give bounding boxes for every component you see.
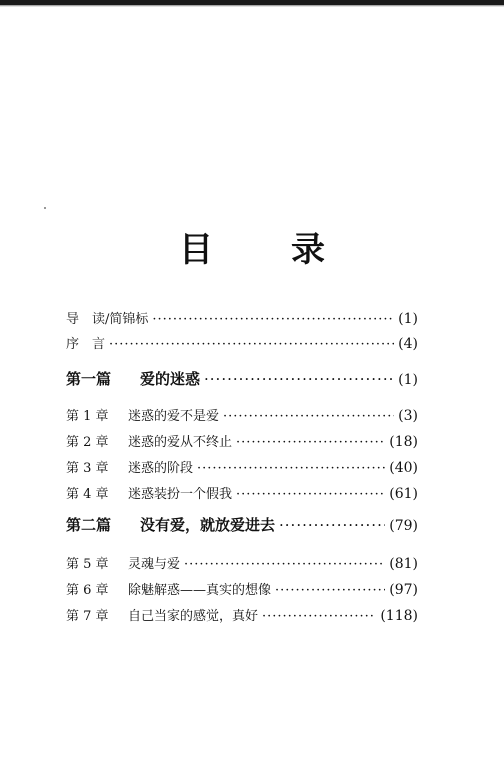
leader-dots	[275, 583, 385, 598]
part-number: 第二篇	[66, 516, 112, 534]
toc-part-1[interactable]	[66, 368, 418, 394]
part-number: 第一篇	[66, 370, 112, 388]
toc-chapter-3[interactable]	[66, 457, 418, 479]
chapter-number: 第 3 章	[66, 461, 109, 476]
leader-dots	[204, 370, 394, 388]
toc-entry-page: (18)	[389, 434, 418, 450]
chapter-title: 迷惑的爱不是爱	[128, 409, 220, 424]
toc-chapter-5[interactable]	[66, 553, 418, 575]
chapter-number: 第 1 章	[66, 409, 109, 424]
toc-chapter-7[interactable]	[66, 605, 418, 627]
toc-entry-page: (79)	[389, 518, 418, 534]
toc-entry-label: 序 言	[66, 337, 106, 352]
part-title: 没有爱，就放爱进去	[140, 516, 276, 534]
chapter-title: 迷惑装扮一个假我	[128, 487, 233, 502]
scan-speck	[44, 207, 46, 209]
leader-dots	[236, 435, 385, 450]
leader-dots	[223, 409, 394, 424]
chapter-title: 除魅解惑——真实的想像	[128, 583, 272, 598]
toc-entry-preface[interactable]	[66, 333, 418, 355]
page-title	[0, 222, 504, 271]
chapter-title: 灵魂与爱	[128, 557, 181, 572]
toc-entry-page: (97)	[389, 582, 418, 598]
toc-chapter-2[interactable]	[66, 431, 418, 453]
title-char-1: 目	[179, 230, 213, 270]
leader-dots	[262, 609, 376, 624]
toc-entry-page: (1)	[398, 311, 418, 327]
chapter-title: 迷惑的阶段	[128, 461, 194, 476]
leader-dots	[152, 312, 394, 327]
toc-entry-page: (4)	[398, 336, 418, 352]
chapter-number: 第 2 章	[66, 435, 109, 450]
toc-part-2[interactable]	[66, 514, 418, 540]
part-title: 爱的迷惑	[140, 370, 201, 388]
title-char-2: 录	[291, 230, 325, 270]
toc-chapter-6[interactable]	[66, 579, 418, 601]
leader-dots	[109, 337, 394, 352]
toc-chapter-4[interactable]	[66, 483, 418, 505]
toc-entry-page: (81)	[389, 556, 418, 572]
page-top-border-shadow	[0, 5, 504, 7]
toc-entry-page: (118)	[380, 608, 418, 624]
toc-entry-page: (1)	[398, 372, 418, 388]
toc-chapter-1[interactable]	[66, 405, 418, 427]
toc-entry-preface-guide[interactable]	[66, 308, 418, 330]
leader-dots	[236, 487, 385, 502]
chapter-title: 自己当家的感觉，真好	[128, 609, 259, 624]
toc-entry-label: 导 读/简锦标	[66, 312, 149, 327]
chapter-number: 第 5 章	[66, 557, 109, 572]
chapter-number: 第 7 章	[66, 609, 109, 624]
chapter-number: 第 4 章	[66, 487, 109, 502]
toc-entry-page: (61)	[389, 486, 418, 502]
toc-entry-page: (3)	[398, 408, 418, 424]
toc-entry-page: (40)	[389, 460, 418, 476]
chapter-title: 迷惑的爱从不终止	[128, 435, 233, 450]
leader-dots	[184, 557, 385, 572]
leader-dots	[279, 516, 385, 534]
chapter-number: 第 6 章	[66, 583, 109, 598]
leader-dots	[197, 461, 385, 476]
